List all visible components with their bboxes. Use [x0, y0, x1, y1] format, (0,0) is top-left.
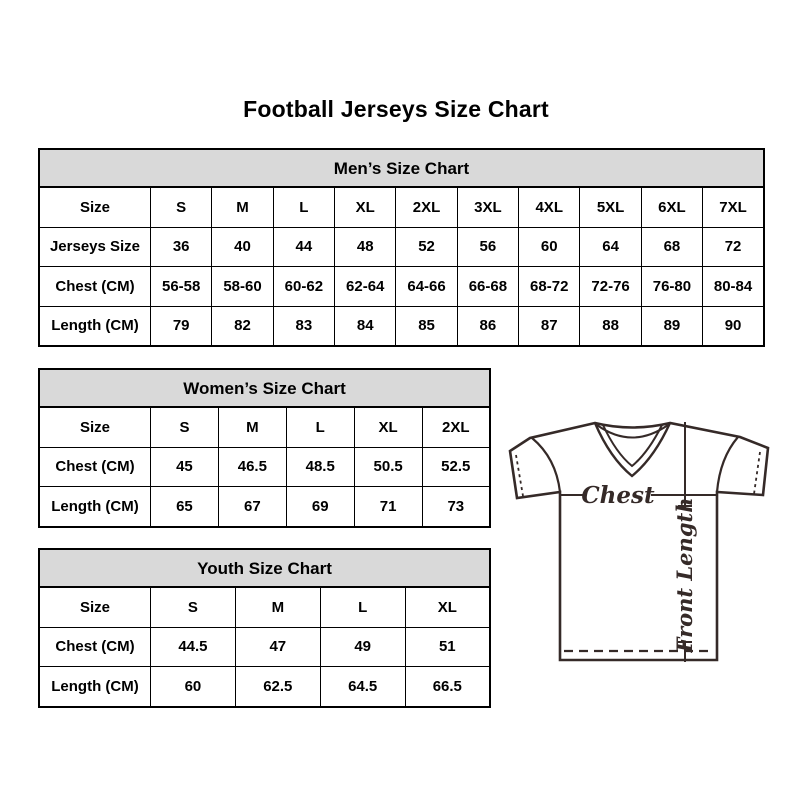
mens-size-table — [38, 186, 765, 347]
youth-size-table — [38, 586, 491, 708]
size-value-cell: 52 — [396, 227, 457, 267]
size-value-cell: 48 — [335, 227, 396, 267]
size-value-cell: 51 — [405, 627, 490, 667]
size-value-cell: 89 — [641, 306, 702, 346]
size-table-row — [39, 267, 764, 307]
size-value-cell: 45 — [151, 447, 219, 487]
row-label-cell: Size — [39, 187, 151, 227]
size-value-cell: 87 — [519, 306, 580, 346]
size-value-cell: 85 — [396, 306, 457, 346]
size-value-cell: 50.5 — [354, 447, 422, 487]
size-value-cell: 90 — [703, 306, 764, 346]
size-value-cell: L — [273, 187, 334, 227]
size-value-cell: 64 — [580, 227, 641, 267]
front-length-label: Front Length — [672, 497, 697, 653]
size-value-cell: XL — [335, 187, 396, 227]
size-value-cell: 68 — [641, 227, 702, 267]
size-table-row — [39, 627, 490, 667]
size-value-cell: 86 — [457, 306, 518, 346]
right-cuff-stitch — [754, 452, 760, 494]
size-value-cell: M — [212, 187, 273, 227]
size-value-cell: XL — [405, 587, 490, 627]
youth-size-chart-section — [38, 548, 491, 708]
size-table-row — [39, 447, 490, 487]
size-value-cell: S — [151, 407, 219, 447]
size-value-cell: 62.5 — [235, 667, 320, 707]
size-value-cell: 65 — [151, 487, 219, 527]
size-value-cell: 60 — [519, 227, 580, 267]
size-value-cell: 47 — [235, 627, 320, 667]
size-value-cell: 3XL — [457, 187, 518, 227]
size-value-cell: 48.5 — [286, 447, 354, 487]
size-table-row — [39, 187, 764, 227]
row-label-cell: Length (CM) — [39, 487, 151, 527]
mens-chart-header: Men’s Size Chart — [38, 148, 765, 188]
row-label-cell: Chest (CM) — [39, 447, 151, 487]
row-label-cell: Size — [39, 587, 151, 627]
size-value-cell: S — [151, 187, 212, 227]
size-value-cell: 80-84 — [703, 267, 764, 307]
size-value-cell: 69 — [286, 487, 354, 527]
size-value-cell: 66.5 — [405, 667, 490, 707]
size-value-cell: 52.5 — [422, 447, 490, 487]
row-label-cell: Size — [39, 407, 151, 447]
size-value-cell: 36 — [151, 227, 212, 267]
size-value-cell: 82 — [212, 306, 273, 346]
size-value-cell: 7XL — [703, 187, 764, 227]
size-value-cell: 64-66 — [396, 267, 457, 307]
size-value-cell: 4XL — [519, 187, 580, 227]
size-value-cell: 72-76 — [580, 267, 641, 307]
row-label-cell: Length (CM) — [39, 667, 151, 707]
size-value-cell: 67 — [218, 487, 286, 527]
size-value-cell: 60 — [151, 667, 236, 707]
size-table-row — [39, 306, 764, 346]
size-value-cell: L — [286, 407, 354, 447]
size-value-cell: 6XL — [641, 187, 702, 227]
size-table-row — [39, 587, 490, 627]
size-value-cell: 71 — [354, 487, 422, 527]
size-value-cell: XL — [354, 407, 422, 447]
size-value-cell: 58-60 — [212, 267, 273, 307]
size-value-cell: 46.5 — [218, 447, 286, 487]
size-table-row — [39, 667, 490, 707]
size-value-cell: M — [235, 587, 320, 627]
size-value-cell: 44 — [273, 227, 334, 267]
youth-chart-header: Youth Size Chart — [38, 548, 491, 588]
chest-label: Chest — [581, 482, 655, 509]
womens-chart-header: Women’s Size Chart — [38, 368, 491, 408]
size-table-row — [39, 487, 490, 527]
size-value-cell: 79 — [151, 306, 212, 346]
mens-size-chart-section — [38, 148, 765, 347]
size-value-cell: 76-80 — [641, 267, 702, 307]
size-table-row — [39, 407, 490, 447]
size-table-row — [39, 227, 764, 267]
womens-size-chart-section — [38, 368, 491, 528]
page-title: Football Jerseys Size Chart — [243, 96, 549, 122]
size-value-cell: 64.5 — [320, 667, 405, 707]
jersey-measurement-diagram — [500, 408, 775, 668]
row-label-cell: Chest (CM) — [39, 627, 151, 667]
row-label-cell: Length (CM) — [39, 306, 151, 346]
size-value-cell: 83 — [273, 306, 334, 346]
jersey-outline — [510, 423, 768, 660]
size-value-cell: 49 — [320, 627, 405, 667]
size-value-cell: 88 — [580, 306, 641, 346]
size-value-cell: 2XL — [422, 407, 490, 447]
size-value-cell: 68-72 — [519, 267, 580, 307]
size-value-cell: 44.5 — [151, 627, 236, 667]
size-value-cell: 56-58 — [151, 267, 212, 307]
size-value-cell: M — [218, 407, 286, 447]
size-value-cell: 2XL — [396, 187, 457, 227]
size-value-cell: 62-64 — [335, 267, 396, 307]
size-value-cell: 56 — [457, 227, 518, 267]
womens-size-table — [38, 406, 491, 528]
row-label-cell: Jerseys Size — [39, 227, 151, 267]
size-value-cell: 66-68 — [457, 267, 518, 307]
size-value-cell: 5XL — [580, 187, 641, 227]
row-label-cell: Chest (CM) — [39, 267, 151, 307]
size-value-cell: 73 — [422, 487, 490, 527]
size-value-cell: 60-62 — [273, 267, 334, 307]
size-value-cell: S — [151, 587, 236, 627]
size-value-cell: 72 — [703, 227, 764, 267]
size-value-cell: 84 — [335, 306, 396, 346]
size-value-cell: 40 — [212, 227, 273, 267]
size-value-cell: L — [320, 587, 405, 627]
